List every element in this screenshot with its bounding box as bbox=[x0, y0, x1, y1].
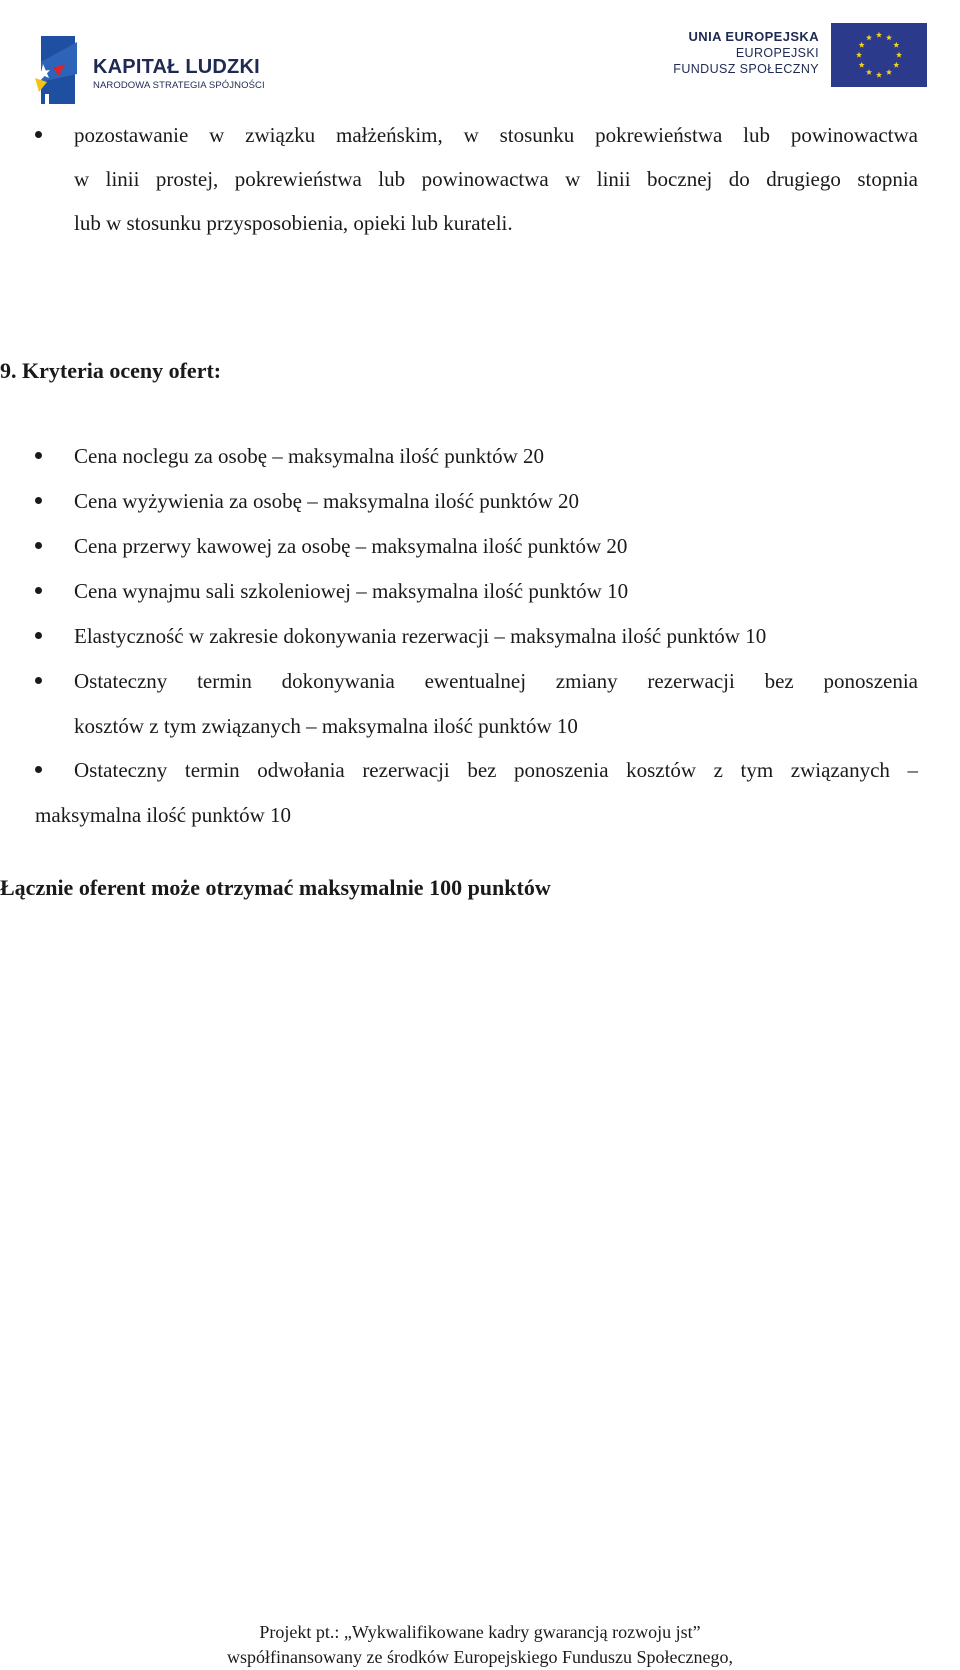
bullet-icon bbox=[35, 677, 42, 684]
criterion-6-line2: kosztów z tym związanych – maksymalna ilość punktów 10 bbox=[74, 714, 578, 738]
intro-bullet-line3: lub w stosunku przysposobienia, opieki lub kurateli. bbox=[74, 211, 513, 235]
kapital-ludzki-logo bbox=[33, 34, 293, 106]
footer-line1: Projekt pt.: „Wykwalifikowane kadry gwarancją rozwoju jst” bbox=[259, 1622, 701, 1642]
bullet-icon bbox=[35, 587, 42, 594]
section-heading: 9. Kryteria oceny ofert: bbox=[0, 358, 222, 383]
criterion-7-line1: Ostateczny termin odwołania rezerwacji bez ponoszenia kosztów z tym związanych – bbox=[74, 758, 918, 782]
criterion-item: Cena noclegu za osobę – maksymalna ilość punktów 20 bbox=[74, 444, 545, 468]
footer-line2: współfinansowany ze środków Europejskiego Funduszu Społecznego, bbox=[227, 1647, 733, 1667]
criterion-item: Elastyczność w zakresie dokonywania rezerwacji – maksymalna ilość punktów 10 bbox=[74, 624, 767, 648]
kapital-ludzki-subtitle: NARODOWA STRATEGIA SPÓJNOŚCI bbox=[93, 80, 265, 91]
bullet-icon bbox=[35, 452, 42, 459]
eu-logo bbox=[667, 23, 927, 89]
eu-logo-line3: FUNDUSZ SPOŁECZNY bbox=[673, 62, 819, 76]
intro-bullet-line2: w linii prostej, pokrewieństwa lub powinowactwa w linii bocznej do drugiego stopnia bbox=[74, 167, 918, 191]
summary-text: Łącznie oferent może otrzymać maksymalnie 100 punktów bbox=[0, 875, 551, 900]
criterion-item: Cena wyżywienia za osobę – maksymalna ilość punktów 20 bbox=[74, 489, 580, 513]
eu-logo-line1: UNIA EUROPEJSKA bbox=[688, 29, 819, 44]
bullet-icon bbox=[35, 766, 42, 773]
criterion-7-line2: maksymalna ilość punktów 10 bbox=[35, 803, 292, 827]
kapital-ludzki-title: KAPITAŁ LUDZKI bbox=[93, 56, 260, 78]
eu-logo-line2: EUROPEJSKI bbox=[735, 46, 819, 60]
intro-bullet-line1: pozostawanie w związku małżeńskim, w stosunku pokrewieństwa lub powinowactwa bbox=[74, 123, 918, 147]
bullet-icon bbox=[35, 131, 42, 138]
eu-flag-icon bbox=[831, 23, 927, 87]
bullet-icon bbox=[35, 632, 42, 639]
criterion-6-line1: Ostateczny termin dokonywania ewentualnej zmiany rezerwacji bez ponoszenia bbox=[74, 669, 918, 693]
page-footer bbox=[0, 1620, 960, 1670]
criterion-item: Cena wynajmu sali szkoleniowej – maksymalna ilość punktów 10 bbox=[74, 579, 629, 603]
page-header bbox=[0, 0, 960, 110]
eu-logo-text bbox=[673, 29, 819, 77]
bullet-icon bbox=[35, 542, 42, 549]
criterion-item: Cena przerwy kawowej za osobę – maksymalna ilość punktów 20 bbox=[74, 534, 628, 558]
kapital-ludzki-emblem-icon bbox=[33, 34, 77, 106]
bullet-icon bbox=[35, 497, 42, 504]
